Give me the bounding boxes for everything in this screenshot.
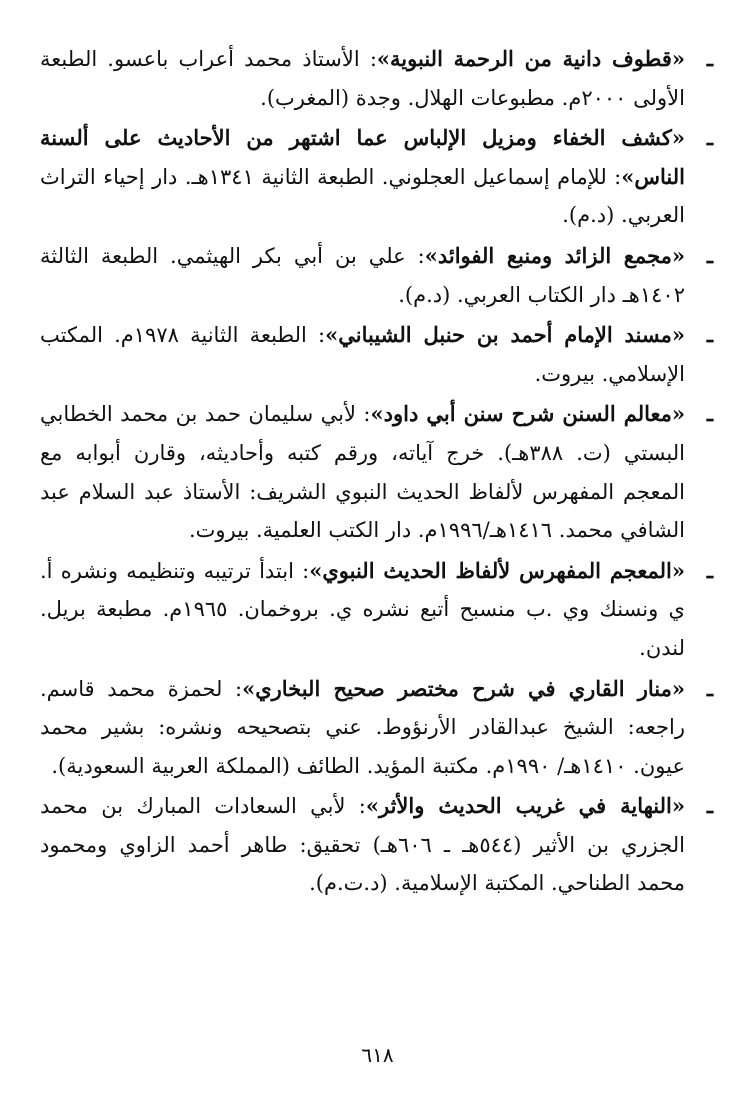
entry-dash: ـ [706,557,713,583]
bibliography-entry [40,395,713,549]
entry-title: «منار القاري في شرح مختصر صحيح البخاري» [242,675,685,701]
bibliography-entry [40,552,713,668]
entry-dash: ـ [706,675,713,701]
bibliography-entry [40,670,713,786]
entry-body: : الطبعة الثانية ١٩٧٨م. المكتب الإسلامي. بيروت. [40,323,685,386]
entry-dash: ـ [706,46,713,71]
bibliography-entry [40,40,713,117]
entry-title: «قطوف دانية من الرحمة النبوية» [376,46,685,71]
bibliography-entry [40,787,713,903]
entry-dash: ـ [706,401,713,427]
entry-title: «المعجم المفهرس لألفاظ الحديث النبوي» [309,557,685,583]
entry-body: : لأبي السعادات المبارك بن محمد الجزري بن الأثير (٥٤٤هـ ـ ٦٠٦هـ) تحقيق: طاهر أحمد الزاوي ومحمود محمد الطناحي. المكتبة الإسلامية. (د.ت.م). [40,794,685,896]
page-number: ٦١٨ [361,1043,394,1067]
bibliography-entry [40,237,713,314]
entry-title: «كشف الخفاء ومزيل الإلباس عما اشتهر من الأحاديث على ألسنة الناس» [40,125,685,189]
entry-dash: ـ [706,242,713,268]
entry-body: : الأستاذ محمد أعراب باعسو. الطبعة الأولى ٢٠٠٠م. مطبوعات الهلال. وجدة (المغرب). [40,47,685,110]
entry-body: : لأبي سليمان حمد بن محمد الخطابي البستي (ت. ٣٨٨هـ). خرج آياته، ورقم كتبه وأحاديثه، وقارن أبوابه مع المعجم المفهرس لألفاظ الحديث النبوي الشريف: الأستاذ عبد السلام عبد الشافي محمد. ١٤١٦هـ/١٩٩٦م. دار الكتب العلمية. بيروت. [40,402,686,543]
entry-body: : لحمزة محمد قاسم. راجعه: الشيخ عبدالقادر الأرنؤوط. عني بتصحيحه ونشره: بشير محمد عيون. ١٤١٠هـ/ ١٩٩٠م. مكتبة المؤيد. الطائف (المملكة العربية السعودية). [40,676,685,778]
entry-body: : علي بن أبي بكر الهيثمي. الطبعة الثالثة ١٤٠٢هـ دار الكتاب العربي. (د.م). [40,243,685,307]
entry-title: «مسند الإمام أحمد بن حنبل الشيباني» [325,322,685,348]
entry-title: «النهاية في غريب الحديث والأثر» [365,793,685,819]
entry-title: «مجمع الزائد ومنبع الفوائد» [424,242,685,268]
entry-title: «معالم السنن شرح سنن أبي داود» [370,401,686,427]
entry-dash: ـ [706,322,713,348]
bibliography-entry [40,119,713,235]
entry-body: : ابتدأ ترتيبه وتنظيمه ونشره أ. ي ونسنك وي .ب منسبح أتبع نشره ي. بروخمان. ١٩٦٥م. مطبعة بريل. لندن. [40,558,685,660]
entry-body: : للإمام إسماعيل العجلوني. الطبعة الثانية ١٣٤١هـ. دار إحياء التراث العربي. (د.م). [40,164,685,228]
entry-dash: ـ [706,793,713,819]
bibliography-entry [40,316,713,393]
entry-dash: ـ [706,125,713,151]
bibliography-page [40,40,713,1050]
